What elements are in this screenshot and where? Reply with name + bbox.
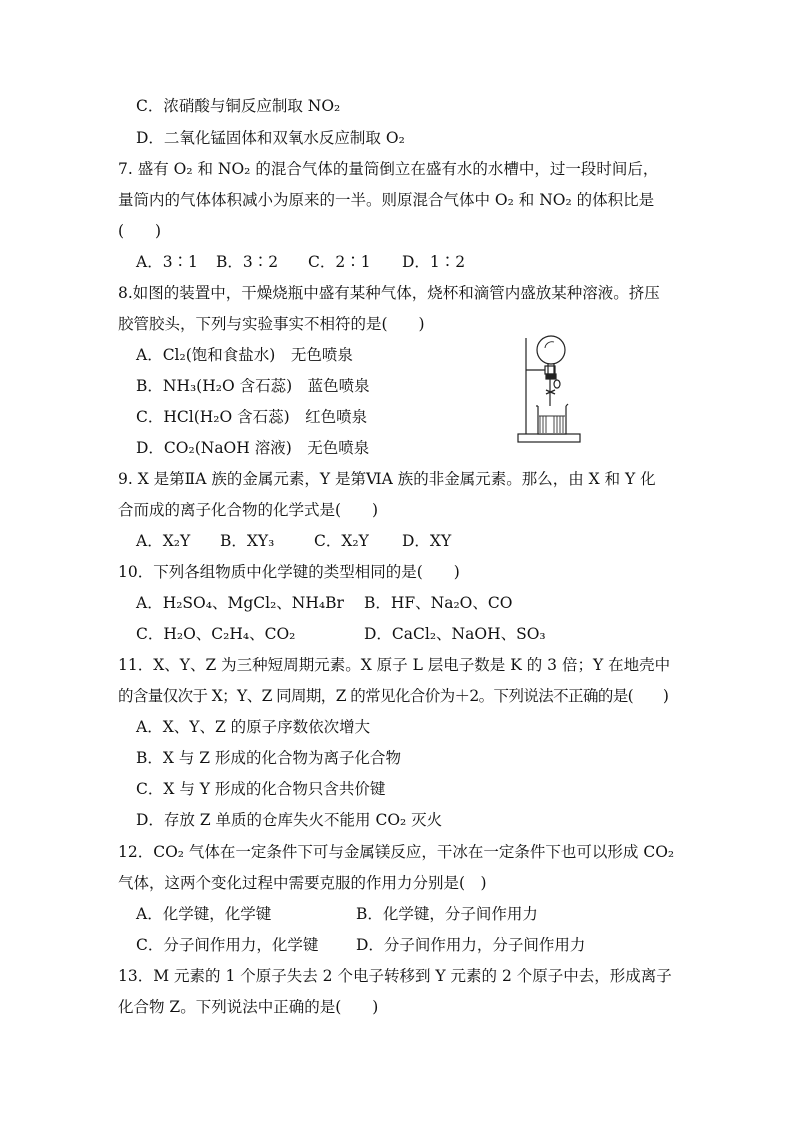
q7-option-d: D．1∶2 <box>402 253 466 271</box>
q7-stem-line1: 7. 盛有 O₂ 和 NO₂ 的混合气体的量筒倒立在盛有水的水槽中，过一段时间后， <box>118 160 659 178</box>
q10-stem: 10．下列各组物质中化学键的类型相同的是( ) <box>118 563 460 581</box>
q12-option-b: B．化学键，分子间作用力 <box>356 905 538 923</box>
q11-option-a: A．X、Y、Z 的原子序数依次增大 <box>136 718 371 736</box>
q12-option-a: A．化学键，化学键 <box>136 905 272 923</box>
q12-options-row2 <box>136 935 585 955</box>
q12-option-c: C．分子间作用力，化学键 <box>136 936 319 954</box>
q6-option-c: C．浓硝酸与铜反应制取 NO₂ <box>136 97 341 115</box>
q6-option-d: D．二氧化锰固体和双氧水反应制取 O₂ <box>136 129 405 147</box>
q10-option-b: B．HF、Na₂O、CO <box>364 594 513 612</box>
q8-stem-line1: 8.如图的装置中，干燥烧瓶中盛有某种气体，烧杯和滴管内盛放某种溶液。挤压 <box>118 284 660 302</box>
q7-option-c: C．2∶1 <box>308 253 371 271</box>
q11-option-b: B．X 与 Z 形成的化合物为离子化合物 <box>136 749 401 767</box>
q11-stem-line1: 11．X、Y、Z 为三种短周期元素。X 原子 L 层电子数是 K 的 3 倍；Y 在地壳中 <box>118 656 671 674</box>
q8-option-b: B．NH₃(H₂O 含石蕊) 蓝色喷泉 <box>136 377 370 395</box>
stopper <box>546 374 556 379</box>
fountain-apparatus-figure <box>512 330 592 446</box>
q12-stem-line2: 气体，这两个变化过程中需要克服的作用力分别是( ) <box>118 874 487 892</box>
q10-option-d: D．CaCl₂、NaOH、SO₃ <box>364 625 546 643</box>
q11-stem-line2: 的含量仅次于 X；Y、Z 同周期，Z 的常见化合价为＋2。下列说法不正确的是( ) <box>118 687 669 705</box>
q9-option-d: D．XY <box>402 532 452 550</box>
q8-option-c: C．HCl(H₂O 含石蕊) 红色喷泉 <box>136 408 368 426</box>
q13-stem-line2: 化合物 Z。下列说法中正确的是( ) <box>118 998 379 1016</box>
stand-base <box>518 434 580 442</box>
q9-option-a: A．X₂Y <box>136 532 191 550</box>
q10-options-row2 <box>136 624 546 644</box>
flask-body <box>537 336 565 364</box>
q9-option-c: C．X₂Y <box>314 532 369 550</box>
q9-stem-line1: 9. X 是第ⅡA 族的金属元素，Y 是第ⅥA 族的非金属元素。那么，由 X 和 Y 化 <box>118 470 656 488</box>
q7-stem-line2: 量筒内的气体体积减小为原来的一半。则原混合气体中 O₂ 和 NO₂ 的体积比是 <box>118 191 655 209</box>
q9-options <box>136 531 451 551</box>
q9-stem-line2: 合而成的离子化合物的化学式是( ) <box>118 501 379 519</box>
dropper-bulb <box>554 380 560 388</box>
q10-options-row1 <box>136 593 512 613</box>
q8-option-d: D．CO₂(NaOH 溶液) 无色喷泉 <box>136 439 370 457</box>
q7-options <box>136 252 465 272</box>
q13-stem-line1: 13．M 元素的 1 个原子失去 2 个电子转移到 Y 元素的 2 个原子中去，形成离子 <box>118 967 672 985</box>
beaker <box>538 406 566 434</box>
q10-option-a: A．H₂SO₄、MgCl₂、NH₄Br <box>136 594 344 612</box>
q9-option-b: B．XY₃ <box>220 532 275 550</box>
q7-option-b: B．3∶2 <box>216 253 279 271</box>
q10-option-c: C．H₂O、C₂H₄、CO₂ <box>136 625 296 643</box>
q8-stem-line2: 胶管胶头，下列与实验事实不相符的是( ) <box>118 315 425 333</box>
q7-option-a: A．3∶1 <box>136 253 198 271</box>
q12-options-row1 <box>136 904 538 924</box>
q11-option-c: C．X 与 Y 形成的化合物只含共价键 <box>136 780 386 798</box>
q11-option-d: D．存放 Z 单质的仓库失火不能用 CO₂ 灭火 <box>136 811 443 829</box>
q8-option-a: A．Cl₂(饱和食盐水) 无色喷泉 <box>136 346 353 364</box>
q7-stem-line3: ( ) <box>118 222 162 240</box>
q12-option-d: D．分子间作用力，分子间作用力 <box>356 936 586 954</box>
q12-stem-line1: 12．CO₂ 气体在一定条件下可与金属镁反应，干冰在一定条件下也可以形成 CO₂ <box>118 843 675 861</box>
